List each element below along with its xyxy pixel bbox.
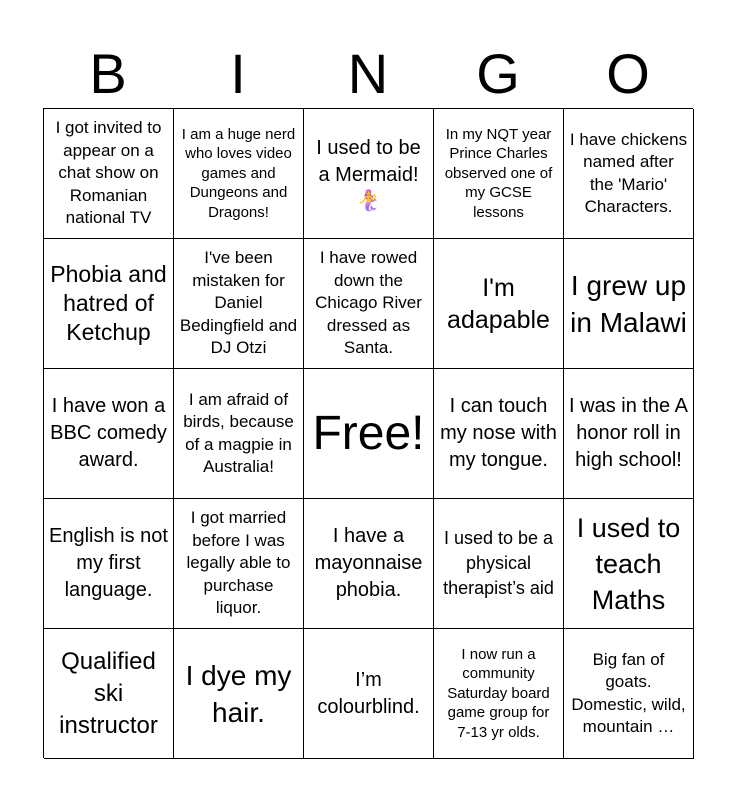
- header-letter-g: G: [476, 42, 520, 105]
- cell-text: Big fan of goats. Domestic, wild, mountain …: [571, 649, 686, 736]
- cell-text: I can touch my nose with my tongue.: [440, 395, 557, 471]
- cell-text: I now run a community Saturday board game group for 7-13 yr olds.: [447, 645, 550, 741]
- cell-text: English is not my first language.: [49, 525, 168, 601]
- cell-text: I used to teach Maths: [576, 512, 681, 615]
- cell-text: I have chickens named after the 'Mario' Characters.: [569, 129, 688, 216]
- cell-text: I used to be a Mermaid!: [316, 136, 421, 186]
- cell-text: I dye my hair.: [185, 659, 292, 728]
- bingo-cell[interactable]: [564, 499, 694, 629]
- mermaid-icon: 🧜‍♀️: [356, 189, 381, 212]
- bingo-cell[interactable]: [44, 369, 174, 499]
- cell-text: I grew up in Malawi: [570, 269, 687, 338]
- bingo-cell[interactable]: [174, 629, 304, 759]
- free-space-label: Free!: [312, 406, 425, 460]
- cell-text: Qualified ski instructor: [59, 647, 158, 739]
- cell-text: I am afraid of birds, because of a magpie in Australia!: [183, 389, 294, 476]
- cell-text: I used to be a physical therapist’s aid: [443, 528, 554, 598]
- cell-text: In my NQT year Prince Charles observed one of my GCSE lessons: [444, 125, 553, 221]
- cell-text: I have a mayonnaise phobia.: [314, 525, 423, 601]
- bingo-grid: [43, 108, 693, 758]
- bingo-cell[interactable]: [44, 499, 174, 629]
- cell-text: I have rowed down the Chicago River dressed as Santa.: [315, 248, 422, 358]
- header-letter-i: I: [230, 42, 246, 105]
- cell-text: I have won a BBC comedy award.: [50, 395, 167, 471]
- bingo-cell[interactable]: [304, 239, 434, 369]
- header-letter-n: N: [347, 42, 389, 105]
- bingo-cell[interactable]: [174, 369, 304, 499]
- header-letter-b: B: [89, 42, 127, 105]
- bingo-cell[interactable]: [44, 239, 174, 369]
- bingo-cell[interactable]: [434, 109, 564, 239]
- cell-text: I am a huge nerd who loves video games and Dungeons and Dragons!: [181, 125, 296, 221]
- bingo-cell-free[interactable]: [304, 369, 434, 499]
- cell-text: I got invited to appear on a chat show on Romanian national TV: [55, 118, 162, 228]
- bingo-cell[interactable]: [304, 499, 434, 629]
- cell-text: Phobia and hatred of Ketchup: [50, 261, 167, 345]
- header-letter-o: O: [606, 42, 650, 105]
- bingo-cell[interactable]: [174, 499, 304, 629]
- bingo-cell[interactable]: [174, 239, 304, 369]
- bingo-cell[interactable]: [44, 109, 174, 239]
- bingo-cell[interactable]: [434, 239, 564, 369]
- cell-text: I got married before I was legally able to purchase liquor.: [186, 508, 291, 618]
- bingo-cell[interactable]: [44, 629, 174, 759]
- cell-text: I’m colourblind.: [317, 668, 420, 718]
- bingo-cell[interactable]: [174, 109, 304, 239]
- bingo-cell[interactable]: [434, 499, 564, 629]
- bingo-cell[interactable]: [434, 369, 564, 499]
- bingo-cell[interactable]: [564, 109, 694, 239]
- bingo-header: [43, 40, 693, 108]
- cell-text: I've been mistaken for Daniel Bedingfield and DJ Otzi: [179, 248, 298, 358]
- bingo-cell[interactable]: [564, 369, 694, 499]
- cell-text: I was in the A honor roll in high school!: [569, 395, 688, 471]
- bingo-cell[interactable]: [564, 629, 694, 759]
- cell-text: I'm adapable: [447, 273, 550, 334]
- bingo-cell[interactable]: [434, 629, 564, 759]
- bingo-cell[interactable]: [564, 239, 694, 369]
- bingo-cell[interactable]: [304, 109, 434, 239]
- bingo-cell[interactable]: [304, 629, 434, 759]
